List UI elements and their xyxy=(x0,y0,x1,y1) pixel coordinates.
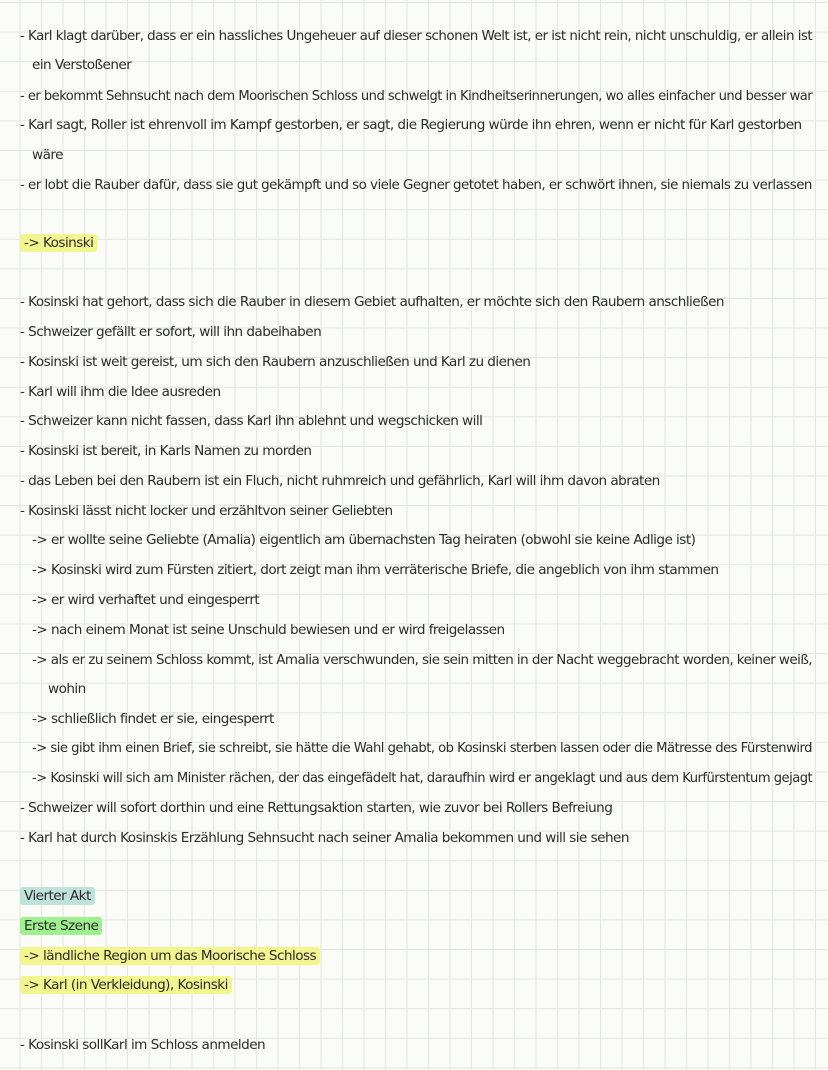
note-line: - Schweizer gefällt er sofort, will ihn dabeihaben xyxy=(20,324,322,340)
note-line: - Kosinski lässt nicht locker und erzähltvon seiner Geliebten xyxy=(20,503,393,519)
sub-note-line: -> schließlich findet er sie, eingesperrt xyxy=(32,711,274,727)
note-line: - Kosinski ist bereit, in Karls Namen zu morden xyxy=(20,443,312,459)
note-line: - Schweizer kann nicht fassen, dass Karl ihn ablehnt und wegschicken will xyxy=(20,413,483,429)
sub-note-line: -> Kosinski wird zum Fürsten zitiert, dort zeigt man ihm verräterische Briefe, die angeblich von ihm stammen xyxy=(32,562,719,578)
sub-note-line: -> er wollte seine Geliebte (Amalia) eigentlich am übernachsten Tag heiraten (obwohl sie keine Adlige ist) xyxy=(32,532,696,548)
note-line: - er bekommt Sehnsucht nach dem Moorischen Schloss und schwelgt in Kindheitserinnerungen, wo alles einfacher und besser war xyxy=(20,88,813,104)
note-line: - Karl klagt darüber, dass er ein hassliches Ungeheuer auf dieser schonen Welt ist, er ist nicht rein, nicht unschuldig, er allein ist xyxy=(20,28,813,44)
sub-note-line: wohin xyxy=(48,681,86,697)
note-line: - er lobt die Rauber dafür, dass sie gut gekämpft und so viele Gegner getotet haben, er schwört ihnen, sie niemals zu verlassen xyxy=(20,177,812,193)
note-line: - Karl hat durch Kosinskis Erzählung Sehnsucht nach seiner Amalia bekommen und will sie sehen xyxy=(20,830,629,846)
note-line: ein Verstoßener xyxy=(32,57,132,73)
sub-note-line: -> als er zu seinem Schloss kommt, ist Amalia verschwunden, sie sein mitten in der Nacht weggebracht worden, keiner weiß, xyxy=(32,652,812,668)
note-line: - Kosinski ist weit gereist, um sich den Raubern anzuschließen und Karl zu dienen xyxy=(20,354,531,370)
scene-characters: -> Karl (in Verkleidung), Kosinski xyxy=(20,971,812,1001)
act-heading: Vierter Akt xyxy=(20,882,812,912)
scene-heading: Erste Szene xyxy=(20,912,812,942)
note-line: - das Leben bei den Raubern ist ein Fluch, nicht ruhmreich und gefährlich, Karl will ihm davon abraten xyxy=(20,473,660,489)
sub-note-line: -> er wird verhaftet und eingesperrt xyxy=(32,592,260,608)
note-line: - Schweizer will sofort dorthin und eine Rettungsaktion starten, wie zuvor bei Rollers Befreiung xyxy=(20,800,613,816)
sub-note-line: -> Kosinski will sich am Minister rächen, der das eingefädelt hat, daraufhin wird er angeklagt und aus dem Kurfürstentum gejagt xyxy=(32,770,813,786)
section-marker: -> Kosinski xyxy=(20,229,812,259)
sub-note-line: -> sie gibt ihm einen Brief, sie schreibt, sie hätte die Wahl gehabt, ob Kosinski sterben lassen oder die Mätresse des Fürstenwird xyxy=(32,740,812,756)
note-line: wäre xyxy=(32,147,63,163)
note-line: - Karl will ihm die Idee ausreden xyxy=(20,384,221,400)
note-line: - Karl sagt, Roller ist ehrenvoll im Kampf gestorben, er sagt, die Regierung würde ihn ehren, wenn er nicht für Karl gestorben xyxy=(20,117,802,133)
note-line: - Kosinski sollKarl im Schloss anmelden xyxy=(20,1037,266,1053)
scene-setting: -> ländliche Region um das Moorische Schloss xyxy=(20,942,812,972)
note-line: - Kosinski hat gehort, dass sich die Rauber in diesem Gebiet aufhalten, er möchte sich den Raubern anschließen xyxy=(20,294,724,310)
sub-note-line: -> nach einem Monat ist seine Unschuld bewiesen und er wird freigelassen xyxy=(32,622,505,638)
